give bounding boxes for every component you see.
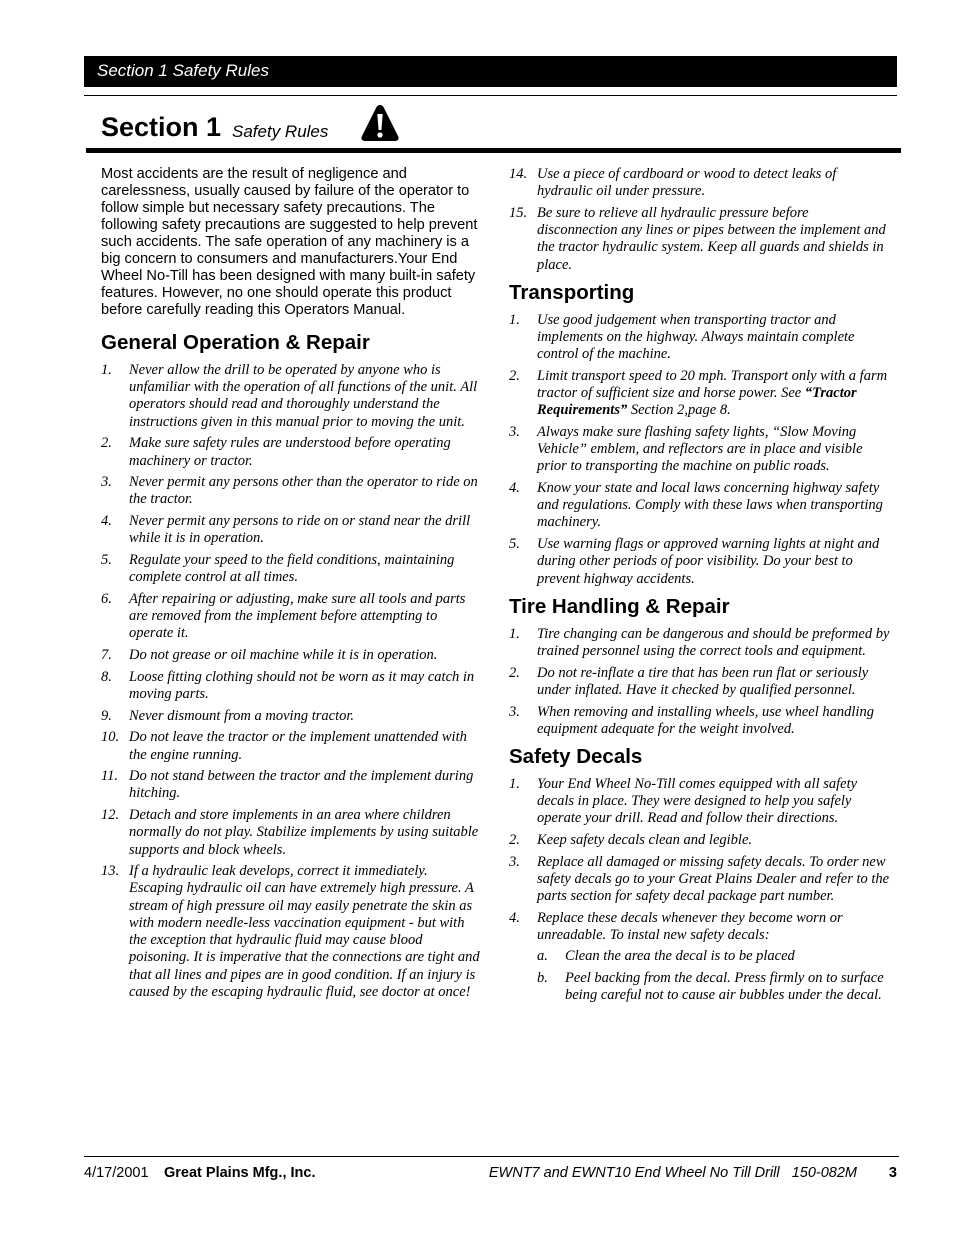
list-item: 1. Use good judgement when transporting tractor and implements on the highway. Always maintain complete control of the machine. bbox=[509, 311, 855, 363]
list-item: 2. Keep safety decals clean and legible. bbox=[509, 832, 753, 849]
list-item: 6. After repairing or adjusting, make sure all tools and parts are removed from the implement before attempting to operate it. bbox=[101, 590, 466, 642]
safety-decals-list bbox=[509, 776, 890, 1004]
footer-date: 4/17/2001 bbox=[84, 1165, 149, 1181]
section-header-label: Section 1 Safety Rules bbox=[97, 61, 269, 80]
list-item: 2. Do not re-inflate a tire that has been run flat or seriously under inflated. Have it checked by qualified personnel. bbox=[509, 664, 869, 698]
page-title-main: Section 1 bbox=[101, 112, 222, 142]
list-item: 5. Regulate your speed to the field conditions, maintaining complete control at all times. bbox=[101, 552, 455, 586]
list-item: 1. Tire changing can be dangerous and should be preformed by trained personnel using the correct tools and equipment. bbox=[509, 625, 890, 659]
footer-company: Great Plains Mfg., Inc. bbox=[164, 1165, 316, 1181]
footer-document-title: EWNT7 and EWNT10 End Wheel No Till Drill 150-082M bbox=[488, 1165, 857, 1181]
list-item: 3. Never permit any persons other than the operator to ride on the tractor. bbox=[101, 474, 478, 508]
list-item: 5. Use warning flags or approved warning lights at night and during other periods of poor visibility. Do your best to prevent highway accidents. bbox=[509, 536, 880, 587]
header-divider bbox=[84, 95, 897, 96]
list-item: 2. Make sure safety rules are understood before operating machinery or tractor. bbox=[101, 435, 451, 469]
heading-transporting: Transporting bbox=[509, 280, 635, 304]
page-title-sub: Safety Rules bbox=[232, 122, 329, 141]
title-divider bbox=[86, 148, 901, 153]
heading-general-operation: General Operation & Repair bbox=[101, 331, 370, 354]
list-item: 3. When removing and installing wheels, use wheel handling equipment adequate for the weight involved. bbox=[509, 703, 874, 737]
general-operation-list-continued bbox=[509, 166, 890, 274]
list-item: b. Peel backing from the decal. Press firmly on to surface being careful not to cause air bubbles under the decal. bbox=[537, 969, 884, 1003]
list-item: 3. Always make sure flashing safety lights, “Slow Moving Vehicle” emblem, and reflectors are in place and visible prior to transporting the machine on public roads. bbox=[509, 423, 863, 475]
heading-safety-decals: Safety Decals bbox=[509, 744, 643, 768]
list-item: 8. Loose fitting clothing should not be worn as it may catch in moving parts. bbox=[101, 668, 475, 702]
general-operation-list bbox=[101, 362, 482, 1001]
decal-install-steps bbox=[537, 948, 890, 1004]
list-item: 12. Detach and store implements in an area where children normally do not play. Stabilize implements by using suitable supports and block wheels. bbox=[101, 807, 479, 858]
list-item: 7. Do not grease or oil machine while it is in operation. bbox=[101, 647, 438, 664]
list-item: 3. Replace all damaged or missing safety decals. To order new safety decals go to your Great Plains Dealer and refer to the parts section for safety decal package part number. bbox=[509, 853, 890, 905]
tractor-requirements-ref: “Tractor Requirements” bbox=[537, 385, 857, 419]
list-item: 13. If a hydraulic leak develops, correct it immediately. Escaping hydraulic oil can have extremely high pressure. A stream of high pressure oil may easily penetrate the skin as with modern needle-less vaccination equipment - but with the exception that hydraulic fluid may cause blood poisoning. It is imperative that the connections are tight and that all lines and pipes are in good condition. If an injury is caused by the escaping hydraulic fluid, see doctor at once! bbox=[101, 863, 480, 1000]
right-column bbox=[509, 166, 890, 1012]
tire-handling-list bbox=[509, 626, 890, 738]
list-item: 1. Your End Wheel No-Till comes equipped with all safety decals in place. They were designed to help you safely operate your drill. Read and follow their directions. bbox=[509, 775, 858, 827]
page-number: 3 bbox=[888, 1165, 897, 1181]
list-item: 10. Do not leave the tractor or the implement unattended with the engine running. bbox=[101, 729, 467, 763]
list-item: 14. Use a piece of cardboard or wood to detect leaks of hydraulic oil under pressure. bbox=[509, 166, 837, 200]
list-item: 11. Do not stand between the tractor and the implement during hitching. bbox=[101, 768, 474, 802]
list-item: 4. Replace these decals whenever they become worn or unreadable. To instal new safety decals: a. Clean the area the decal is to be placed b. Peel backing from the decal. Press firmly on to surface being careful not to cause air bubbles under the decal. bbox=[509, 910, 890, 1004]
transporting-list bbox=[509, 312, 890, 588]
list-item: 2. Limit transport speed to 20 mph. Transport only with a farm tractor of sufficient size and horse power. See “Tractor Requirements” Section 2,page 8. bbox=[509, 367, 888, 419]
list-item: 4. Never permit any persons to ride on or stand near the drill while it is in operation. bbox=[101, 513, 471, 547]
section-header-bar bbox=[84, 56, 897, 87]
list-item: 1. Never allow the drill to be operated by anyone who is unfamiliar with the operation of all functions of the unit. All operators should read and thoroughly understand the instructions given in this manual prior to moving the unit. bbox=[101, 362, 478, 430]
heading-tire-handling: Tire Handling & Repair bbox=[509, 594, 730, 618]
list-item: 15. Be sure to relieve all hydraulic pressure before disconnection any lines or pipes between the implement and the tractor hydraulic system. Keep all guards and shields in place. bbox=[509, 204, 886, 273]
list-item: 9. Never dismount from a moving tractor. bbox=[101, 707, 355, 724]
left-column bbox=[101, 166, 482, 1009]
intro-paragraph: Most accidents are the result of negligence and carelessness, usually caused by failure of the operator to follow simple but necessary safety precautions. The following safety precautions are suggested to help prevent such accidents. The safe operation of any machinery is a big concern to consumers and manufacturers.Your End Wheel No-Till has been designed with many built-in safety features. However, no one should operate this product before carefully reading this Operators Manual. bbox=[101, 166, 478, 318]
footer-divider bbox=[84, 1156, 899, 1157]
warning-icon bbox=[360, 103, 400, 143]
list-item: a. Clean the area the decal is to be placed bbox=[537, 948, 795, 965]
list-item: 4. Know your state and local laws concerning highway safety and regulations. Comply with these laws when transporting machinery. bbox=[509, 480, 883, 531]
